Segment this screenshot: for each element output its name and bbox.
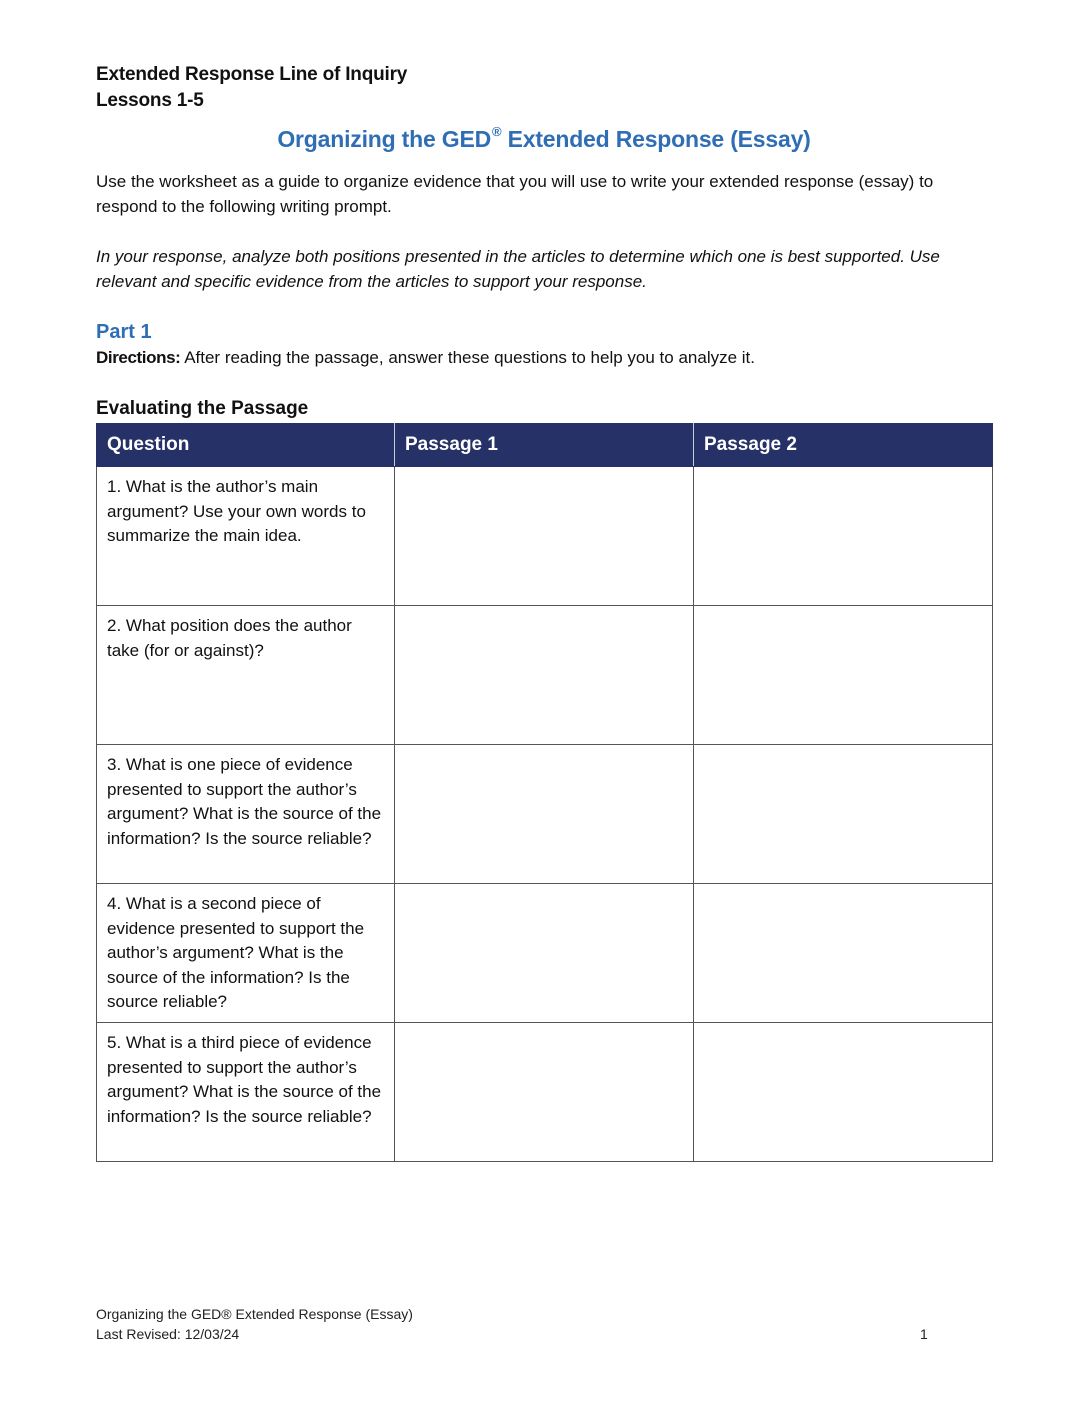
question-cell: 4. What is a second piece of evidence presented to support the author’s argument? What is the source of the information? Is the source reliable? bbox=[97, 884, 395, 1023]
table-row bbox=[97, 1023, 993, 1162]
passage-1-answer-cell[interactable] bbox=[395, 884, 694, 1023]
page-number: 1 bbox=[920, 1326, 928, 1342]
passage-2-answer-cell[interactable] bbox=[694, 1023, 993, 1162]
passage-1-answer-cell[interactable] bbox=[395, 745, 694, 884]
question-cell: 3. What is one piece of evidence presented to support the author’s argument? What is the source of the information? Is the source reliable? bbox=[97, 745, 395, 884]
question-cell: 1. What is the author’s main argument? Use your own words to summarize the main idea. bbox=[97, 467, 395, 606]
passage-1-answer-cell[interactable] bbox=[395, 467, 694, 606]
table-header-row bbox=[97, 424, 993, 467]
passage-1-answer-cell[interactable] bbox=[395, 1023, 694, 1162]
passage-1-answer-cell[interactable] bbox=[395, 606, 694, 745]
table-title: Evaluating the Passage bbox=[96, 398, 309, 419]
column-header-passage-1: Passage 1 bbox=[395, 424, 694, 467]
footer-document-title: Organizing the GED® Extended Response (Essay) bbox=[96, 1306, 413, 1322]
page-title bbox=[0, 126, 1088, 153]
directions-text: After reading the passage, answer these questions to help you to analyze it. bbox=[180, 348, 755, 367]
title-rest: Extended Response (Essay) bbox=[501, 126, 811, 152]
passage-2-answer-cell[interactable] bbox=[694, 467, 993, 606]
passage-2-answer-cell[interactable] bbox=[694, 606, 993, 745]
registered-mark: ® bbox=[492, 124, 502, 139]
question-cell: 5. What is a third piece of evidence presented to support the author’s argument? What is the source of the information? Is the source reliable? bbox=[97, 1023, 395, 1162]
part-heading: Part 1 bbox=[96, 321, 152, 343]
passage-2-answer-cell[interactable] bbox=[694, 745, 993, 884]
footer-last-revised: Last Revised: 12/03/24 bbox=[96, 1326, 240, 1342]
header-lessons: Lessons 1-5 bbox=[96, 90, 204, 111]
directions bbox=[96, 346, 755, 370]
passage-2-answer-cell[interactable] bbox=[694, 884, 993, 1023]
directions-label: Directions: bbox=[96, 348, 181, 367]
title-main: Organizing the GED bbox=[277, 126, 491, 152]
header-line-of-inquiry: Extended Response Line of Inquiry bbox=[96, 64, 408, 85]
column-header-passage-2: Passage 2 bbox=[694, 424, 993, 467]
evaluation-table bbox=[96, 423, 993, 1162]
table-row bbox=[97, 745, 993, 884]
intro-paragraph: Use the worksheet as a guide to organize evidence that you will use to write your extended response (essay) to respond to the following writing prompt. bbox=[96, 172, 934, 216]
table-row bbox=[97, 884, 993, 1023]
column-header-question: Question bbox=[97, 424, 395, 467]
table-row bbox=[97, 467, 993, 606]
writing-prompt: In your response, analyze both positions presented in the articles to determine which one is best supported. Use relevant and specific evidence from the articles to support your response. bbox=[96, 247, 940, 291]
table-row bbox=[97, 606, 993, 745]
question-cell: 2. What position does the author take (for or against)? bbox=[97, 606, 395, 745]
